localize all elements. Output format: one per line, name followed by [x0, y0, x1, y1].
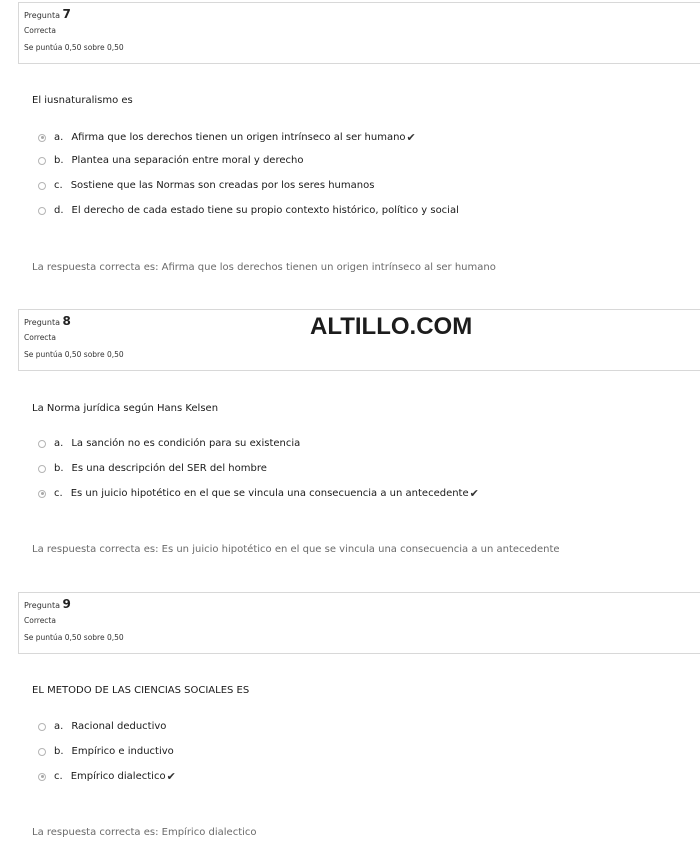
correct-answer-feedback: La respuesta correcta es: Es un juicio hipotético en el que se vincula una consecuencia a un antecedente [32, 544, 560, 555]
checkmark-icon: ✔ [469, 487, 479, 500]
answer-option-a[interactable] [38, 721, 166, 732]
question-label: Pregunta 9 [24, 597, 71, 611]
answer-letter: b. [54, 155, 64, 166]
question-text: El iusnaturalismo es [32, 95, 133, 106]
question-number: 8 [62, 314, 71, 328]
watermark: ALTILLO.COM [310, 313, 473, 340]
radio-button[interactable] [38, 748, 46, 756]
question-info-7 [18, 2, 700, 64]
answer-letter: c. [54, 180, 63, 191]
radio-button[interactable] [38, 207, 46, 215]
question-state: Correcta [24, 333, 56, 342]
answer-text: Plantea una separación entre moral y derecho [71, 155, 304, 166]
checkmark-icon: ✔ [166, 770, 176, 783]
question-number: 9 [62, 597, 71, 611]
answer-text: Empírico dialectico [70, 771, 166, 782]
correct-answer-feedback: La respuesta correcta es: Empírico dialectico [32, 827, 257, 838]
answer-letter: b. [54, 463, 64, 474]
radio-button[interactable] [38, 723, 46, 731]
answer-text: Es una descripción del SER del hombre [71, 463, 267, 474]
radio-button[interactable] [38, 465, 46, 473]
answer-text: Sostiene que las Normas son creadas por los seres humanos [70, 180, 375, 191]
answer-option-d[interactable] [38, 205, 459, 216]
radio-button[interactable] [38, 440, 46, 448]
radio-button-selected[interactable] [38, 773, 46, 781]
answer-letter: b. [54, 746, 64, 757]
answer-text: Es un juicio hipotético en el que se vincula una consecuencia a un antecedente [70, 488, 469, 499]
question-state: Correcta [24, 616, 56, 625]
answer-text: Afirma que los derechos tienen un origen intrínseco al ser humano [71, 132, 406, 143]
radio-button-selected[interactable] [38, 134, 46, 142]
checkmark-icon: ✔ [406, 131, 416, 144]
answer-option-b[interactable] [38, 155, 303, 166]
answer-text: Racional deductivo [71, 721, 167, 732]
answer-text: Empírico e inductivo [71, 746, 174, 757]
question-grade: Se puntúa 0,50 sobre 0,50 [24, 43, 124, 52]
answer-option-c[interactable] [38, 770, 176, 783]
answer-letter: c. [54, 771, 63, 782]
question-label: Pregunta 8 [24, 314, 71, 328]
question-info-9 [18, 592, 700, 654]
answer-letter: c. [54, 488, 63, 499]
question-text: EL METODO DE LAS CIENCIAS SOCIALES ES [32, 685, 250, 696]
answer-option-a[interactable] [38, 131, 416, 144]
question-label: Pregunta 7 [24, 7, 71, 21]
question-text: La Norma jurídica según Hans Kelsen [32, 403, 219, 414]
question-grade: Se puntúa 0,50 sobre 0,50 [24, 633, 124, 642]
answer-option-c[interactable] [38, 487, 479, 500]
answer-letter: a. [54, 438, 64, 449]
answer-text: La sanción no es condición para su existencia [71, 438, 301, 449]
answer-letter: a. [54, 721, 64, 732]
answer-option-b[interactable] [38, 746, 174, 757]
correct-answer-feedback: La respuesta correcta es: Afirma que los derechos tienen un origen intrínseco al ser humano [32, 262, 496, 273]
radio-button[interactable] [38, 157, 46, 165]
answer-letter: a. [54, 132, 64, 143]
question-number: 7 [62, 7, 71, 21]
answer-option-b[interactable] [38, 463, 267, 474]
question-state: Correcta [24, 26, 56, 35]
answer-text: El derecho de cada estado tiene su propio contexto histórico, político y social [71, 205, 459, 216]
answer-option-c[interactable] [38, 180, 374, 191]
question-grade: Se puntúa 0,50 sobre 0,50 [24, 350, 124, 359]
radio-button-selected[interactable] [38, 490, 46, 498]
answer-letter: d. [54, 205, 64, 216]
radio-button[interactable] [38, 182, 46, 190]
answer-option-a[interactable] [38, 438, 300, 449]
